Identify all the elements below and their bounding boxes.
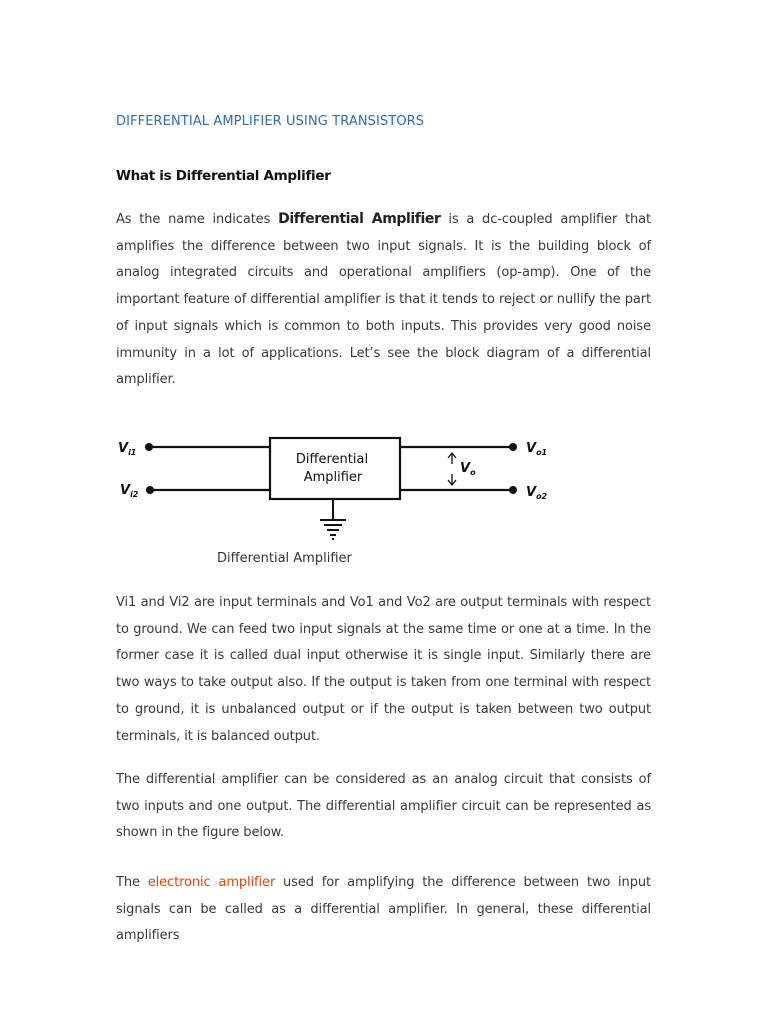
output1-label: $V_{o1}$	[526, 441, 548, 457]
document-title: DIFFERENTIAL AMPLIFIER USING TRANSISTORS	[116, 114, 425, 129]
ground-symbol	[320, 499, 346, 539]
block-label-line2: Amplifier	[303, 470, 363, 485]
para4-rest: used for amplifying the difference between two input signals can be called as a differential amplifier. In general, these differential amplifiers	[116, 875, 651, 944]
section-heading: What is Differential Amplifier	[116, 168, 331, 184]
input1-label: $V_{i1}$	[118, 441, 137, 457]
figure-caption: Differential Amplifier	[217, 551, 352, 566]
input2-label: $V_{i2}$	[120, 483, 139, 499]
intro-text-rest: is a dc-coupled amplifier that amplifies the difference between two input signals. It is the building block of analog integrated circuits and operational amplifiers (op-amp). One of the important feature of differential amplifier is that it tends to reject or nullify the part of input signals which is common to both inputs. This provides very good noise immunity in a lot of applications. Let’s see the block diagram of a differential amplifier.	[116, 212, 651, 388]
block-label-line1: Differential	[295, 452, 369, 467]
para4-start: The	[116, 875, 148, 890]
intro-text-start: As the name indicates	[116, 212, 279, 227]
electronic-amplifier-link[interactable]: electronic amplifier	[147, 875, 276, 890]
output1-terminal	[509, 443, 517, 451]
terminals-paragraph: Vi1 and Vi2 are input terminals and Vo1 and Vo2 are output terminals with respect to ground. We can feed two input signals at the same time or one at a time. In the former case it is called dual input otherwise it is single input. Similarly there are two ways to take output also. If the output is taken from one terminal with respect to ground, it is unbalanced output or if the output is taken between two output terminals, it is balanced output.	[116, 595, 651, 744]
output2-label: $V_{o2}$	[526, 485, 548, 501]
analog-circuit-paragraph: The differential amplifier can be considered as an analog circuit that consists of two inputs and one output. The differential amplifier circuit can be represented as shown in the figure below.	[116, 772, 651, 841]
intro-paragraph	[116, 206, 651, 394]
amplifier-block	[270, 438, 400, 499]
vo-label: $V_o$	[460, 461, 476, 477]
vo-arrows	[448, 453, 456, 485]
block-diagram	[116, 430, 556, 545]
output2-terminal	[509, 486, 517, 494]
term-differential-amplifier: Differential Amplifier	[278, 211, 441, 227]
electronic-amplifier-paragraph	[116, 870, 651, 950]
